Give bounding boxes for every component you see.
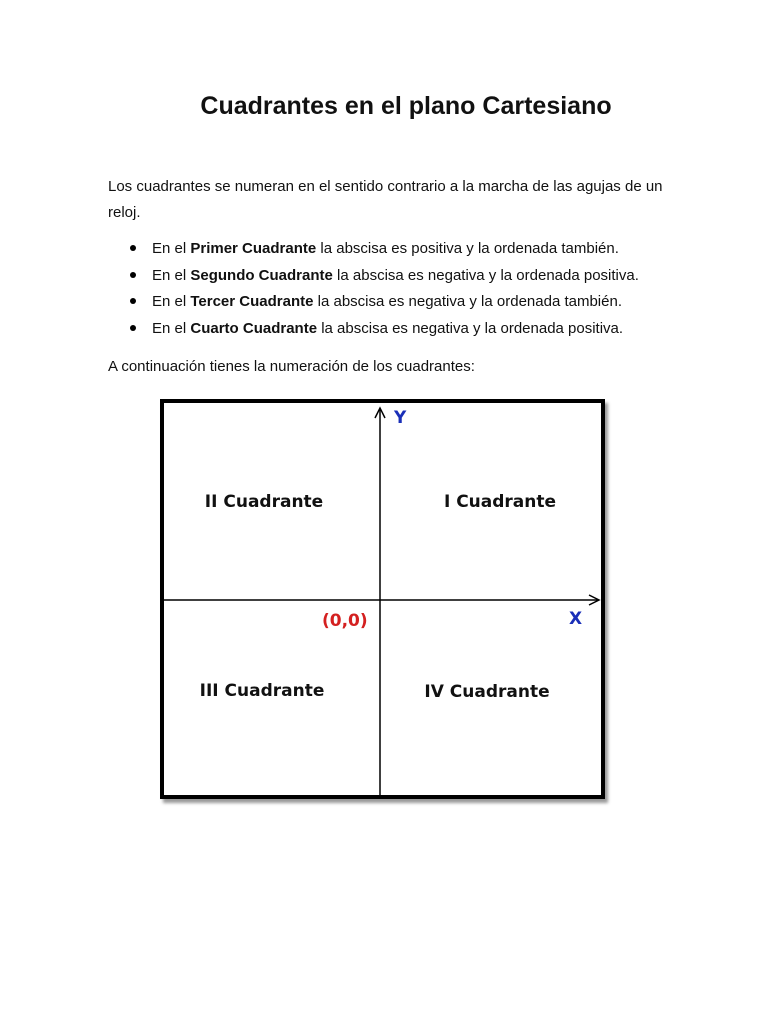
term: Segundo Cuadrante (190, 266, 333, 284)
cartesian-plane-svg (164, 403, 601, 795)
quadrant-4-label: IV Cuadrante (424, 682, 550, 702)
quadrant-list (108, 236, 728, 342)
bullet-icon (130, 245, 136, 251)
list-item: En el Tercer Cuadrante la abscisa es negativa y la ordenada también. (108, 289, 728, 316)
origin-label: (0,0) (322, 611, 368, 631)
bullet-icon (130, 272, 136, 278)
term: Cuarto Cuadrante (190, 319, 318, 337)
x-axis (164, 595, 599, 605)
list-item: En el Cuarto Cuadrante la abscisa es negativa y la ordenada positiva. (108, 316, 728, 343)
bullet-icon (130, 325, 136, 331)
x-axis-label: X (569, 609, 583, 629)
list-item: En el Primer Cuadrante la abscisa es positiva y la ordenada también. (108, 236, 728, 263)
page-title: Cuadrantes en el plano Cartesiano (200, 92, 612, 120)
y-axis (375, 408, 385, 795)
term: Primer Cuadrante (190, 240, 317, 257)
list-item: En el Segundo Cuadrante la abscisa es negativa y la ordenada positiva. (108, 263, 728, 290)
y-axis-label: Y (394, 408, 407, 428)
quadrant-1-label: I Cuadrante (443, 492, 557, 512)
bullet-icon (130, 298, 136, 304)
quadrant-3-label: III Cuadrante (199, 681, 325, 701)
cartesian-plane-figure (160, 399, 605, 799)
intro-paragraph: Los cuadrantes se numeran en el sentido contrario a la marcha de las agujas de un reloj. (108, 178, 663, 221)
quadrant-2-label: II Cuadrante (204, 492, 324, 512)
continuation-text: A continuación tienes la numeración de los cuadrantes: (108, 358, 475, 375)
term: Tercer Cuadrante (190, 293, 314, 310)
